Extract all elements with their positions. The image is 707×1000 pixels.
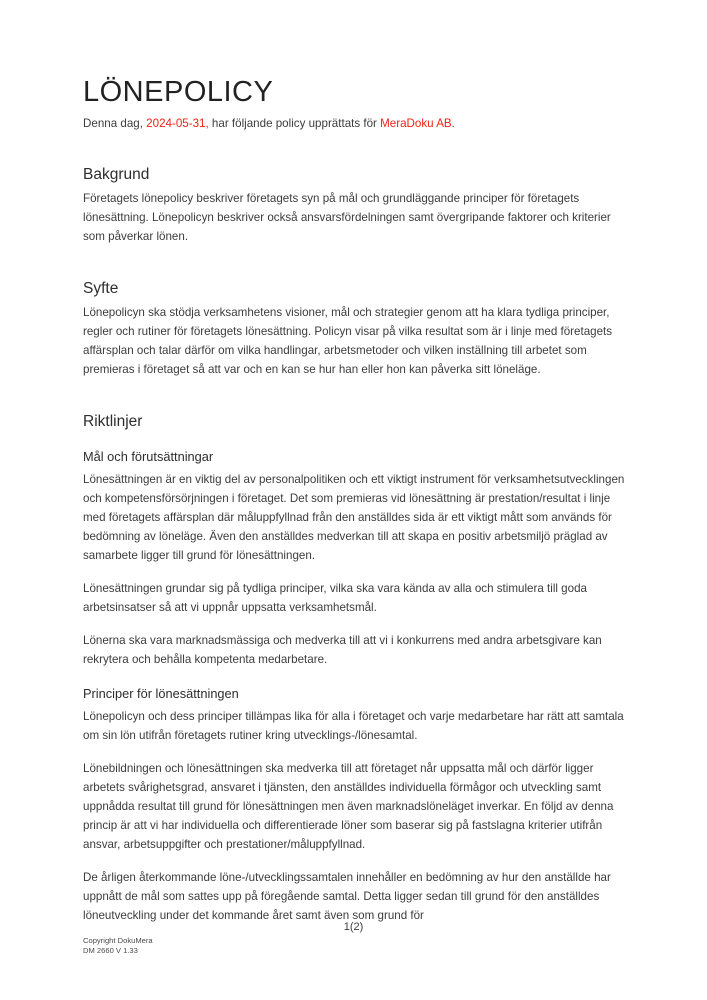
- intro-prefix: Denna dag,: [83, 117, 147, 130]
- document-content: [83, 0, 628, 939]
- paragraph: De årligen återkommande löne-/utvecklingssamtalen innehåller en bedömning av hur den anställde har uppnått de mål som sattes upp på föregående samtal. Detta ligger sedan till grund för den anställdes löneutveckling under det kommande året samt även som grund för: [83, 871, 611, 922]
- paragraph: Lönepolicyn ska stödja verksamhetens visioner, mål och strategier genom att ha klara tydliga principer, regler och rutiner för företagets lönesättning. Policyn visar på vilka resultat som är i linje med företagets affärsplan och talar därför om vilka handlingar, arbetsmetoder och vilken inställning till arbetet som premieras i företaget så att var och en kan se hur han eller hon kan påverka sitt löneläge.: [83, 306, 613, 376]
- sub-heading: Mål och förutsättningar: [83, 449, 214, 464]
- sub-heading: Principer för lönesättningen: [83, 686, 239, 701]
- company-name: MeraDoku AB.: [380, 117, 455, 130]
- section-heading: Riktlinjer: [83, 413, 143, 430]
- policy-date: 2024-05-31,: [146, 117, 209, 130]
- paragraph: Lönepolicyn och dess principer tillämpas lika för alla i företaget och varje medarbetare har rätt att samtala om sin lön utifrån företagets rutiner kring utvecklings-/lönesamtal.: [83, 710, 624, 742]
- page-number: 1(2): [343, 921, 364, 933]
- section-heading: Bakgrund: [83, 166, 150, 183]
- page-title: LÖNEPOLICY: [83, 76, 274, 108]
- paragraph: Företagets lönepolicy beskriver företagets syn på mål och grundläggande principer för företagets lönesättning. Lönepolicyn beskriver också ansvarsfördelningen samt övergripande faktorer och kriterier som påverkar lönen.: [83, 192, 611, 243]
- intro-middle: har följande policy upprättats för: [208, 117, 381, 130]
- copyright-block: [83, 936, 153, 956]
- copyright-line: Copyright DokuMera: [83, 936, 153, 945]
- sections-container: [83, 154, 628, 925]
- paragraph: Lönesättningen grundar sig på tydliga principer, vilka ska vara kända av alla och stimulera till goda arbetsinsatser så att vi uppnår uppsatta verksamhetsmål.: [83, 582, 587, 614]
- document-section: [83, 401, 628, 925]
- intro-line: [83, 116, 628, 132]
- paragraph: Lönesättningen är en viktig del av personalpolitiken och ett viktigt instrument för verksamhetsutvecklingen och kompetensförsörjningen i företaget. Det som premieras vid lönesättning är prestation/resultat i linje med företagets affärsplan där måluppfyllnad från den anställdes sida är ett viktigt mått som används för bedömning av löneläge. Även den anställdes medverkan till att skapa en positiv arbetsmiljö präglad av samarbete ligger till grund för lönesättningen.: [83, 473, 625, 562]
- section-heading: Syfte: [83, 280, 119, 297]
- paragraph: Lönerna ska vara marknadsmässiga och medverka till att vi i konkurrens med andra arbetsgivare kan rekrytera och behålla kompetenta medarbetare.: [83, 634, 602, 666]
- paragraph: Lönebildningen och lönesättningen ska medverka till att företaget når uppsatta mål och därför ligger arbetets svårighetsgrad, ansvaret i tjänsten, den anställdes individuella förmågor och utveckling samt uppnådda resultat till grund för lönesättningen men även marknadslöneläget inverkar. En följd av denna princip är att vi har individuella och differentierade löner som baserar sig på fastslagna kriterier utifrån ansvar, arbetsuppgifter och prestationer/måluppfyllnad.: [83, 762, 614, 851]
- document-version: DM 2660 V 1.33: [83, 946, 138, 955]
- document-section: [83, 268, 628, 379]
- document-section: [83, 154, 628, 246]
